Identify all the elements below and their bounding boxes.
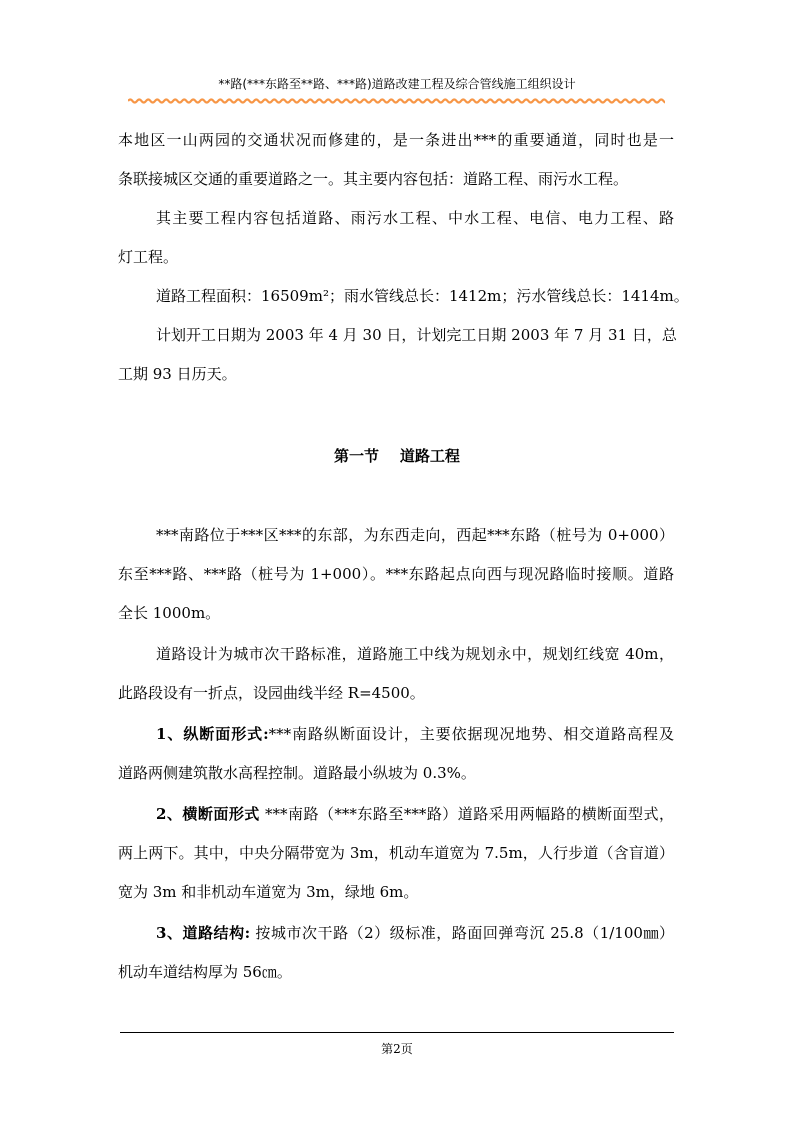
item-vertical-profile (118, 715, 674, 793)
intro-paragraph-3 (118, 277, 689, 316)
text-line: 道路两侧建筑散水高程控制。道路最小纵坡为 0.3%。 (118, 764, 476, 782)
intro-paragraph-2 (118, 199, 674, 277)
text-line: 机动车道结构厚为 56㎝。 (118, 963, 292, 981)
item-text: ***南路（***东路至***路）道路采用两幅路的横断面型式， (259, 805, 674, 823)
intro-paragraph-1 (118, 121, 674, 199)
text-line: 道路设计为城市次干路标准，道路施工中线为规划永中，规划红线宽 40m， (156, 645, 674, 663)
item-text: 按城市次干路（2）级标准，路面回弹弯沉 25.8（1/100㎜） (250, 924, 674, 942)
header-wave-line (128, 100, 665, 103)
header-wave-divider (128, 96, 665, 106)
text-line: 此路段设有一折点，设园曲线半经 R=4500。 (118, 684, 425, 702)
section-paragraph-2 (118, 635, 674, 713)
text-line: 东至***路、***路（桩号为 1+000）。***东路起点向西与现况路临时接顺。道路 (118, 565, 674, 583)
text-line: 全长 1000m。 (118, 604, 221, 622)
intro-paragraph-4 (118, 316, 677, 394)
item-text: ***南路纵断面设计，主要依据现况地势、相交道路高程及 (268, 725, 674, 743)
page-number: 第2页 (381, 1042, 413, 1056)
text-line: 两上两下。其中，中央分隔带宽为 3m，机动车道宽为 7.5m，人行步道（含盲道） (118, 844, 674, 862)
text-line (118, 914, 674, 953)
item-road-structure (118, 914, 674, 992)
footer-rule (120, 1032, 674, 1033)
item-label: 3、道路结构: (156, 924, 251, 942)
section-heading: 第一节 道路工程 (334, 447, 460, 465)
text-line: 其主要工程内容包括道路、雨污水工程、中水工程、电信、电力工程、路 (156, 209, 674, 227)
text-line: 灯工程。 (118, 248, 179, 266)
text-line: 计划开工日期为 2003 年 4 月 30 日，计划完工日期 2003 年 7 月 31 日，总 (156, 326, 677, 344)
item-label: 2、横断面形式 (156, 805, 260, 823)
document-title: **路(***东路至**路、***路)道路改建工程及综合管线施工组织设计 (218, 77, 576, 91)
item-label: 1、纵断面形式: (156, 725, 269, 743)
text-line: 宽为 3m 和非机动车道宽为 3m，绿地 6m。 (118, 883, 419, 901)
text-line: 道路工程面积：16509m²；雨水管线总长：1412m；污水管线总长：1414m。 (156, 287, 689, 305)
section-paragraph-1 (118, 516, 674, 633)
text-line: ***南路位于***区***的东部，为东西走向，西起***东路（桩号为 0+000） (156, 526, 674, 544)
text-line (118, 715, 674, 754)
text-line (118, 795, 674, 834)
text-line: 本地区一山两园的交通状况而修建的，是一条进出***的重要通道，同时也是一 (118, 131, 674, 149)
text-line: 工期 93 日历天。 (118, 365, 237, 383)
text-line: 条联接城区交通的重要道路之一。其主要内容包括：道路工程、雨污水工程。 (118, 170, 629, 188)
item-cross-section (118, 795, 674, 912)
